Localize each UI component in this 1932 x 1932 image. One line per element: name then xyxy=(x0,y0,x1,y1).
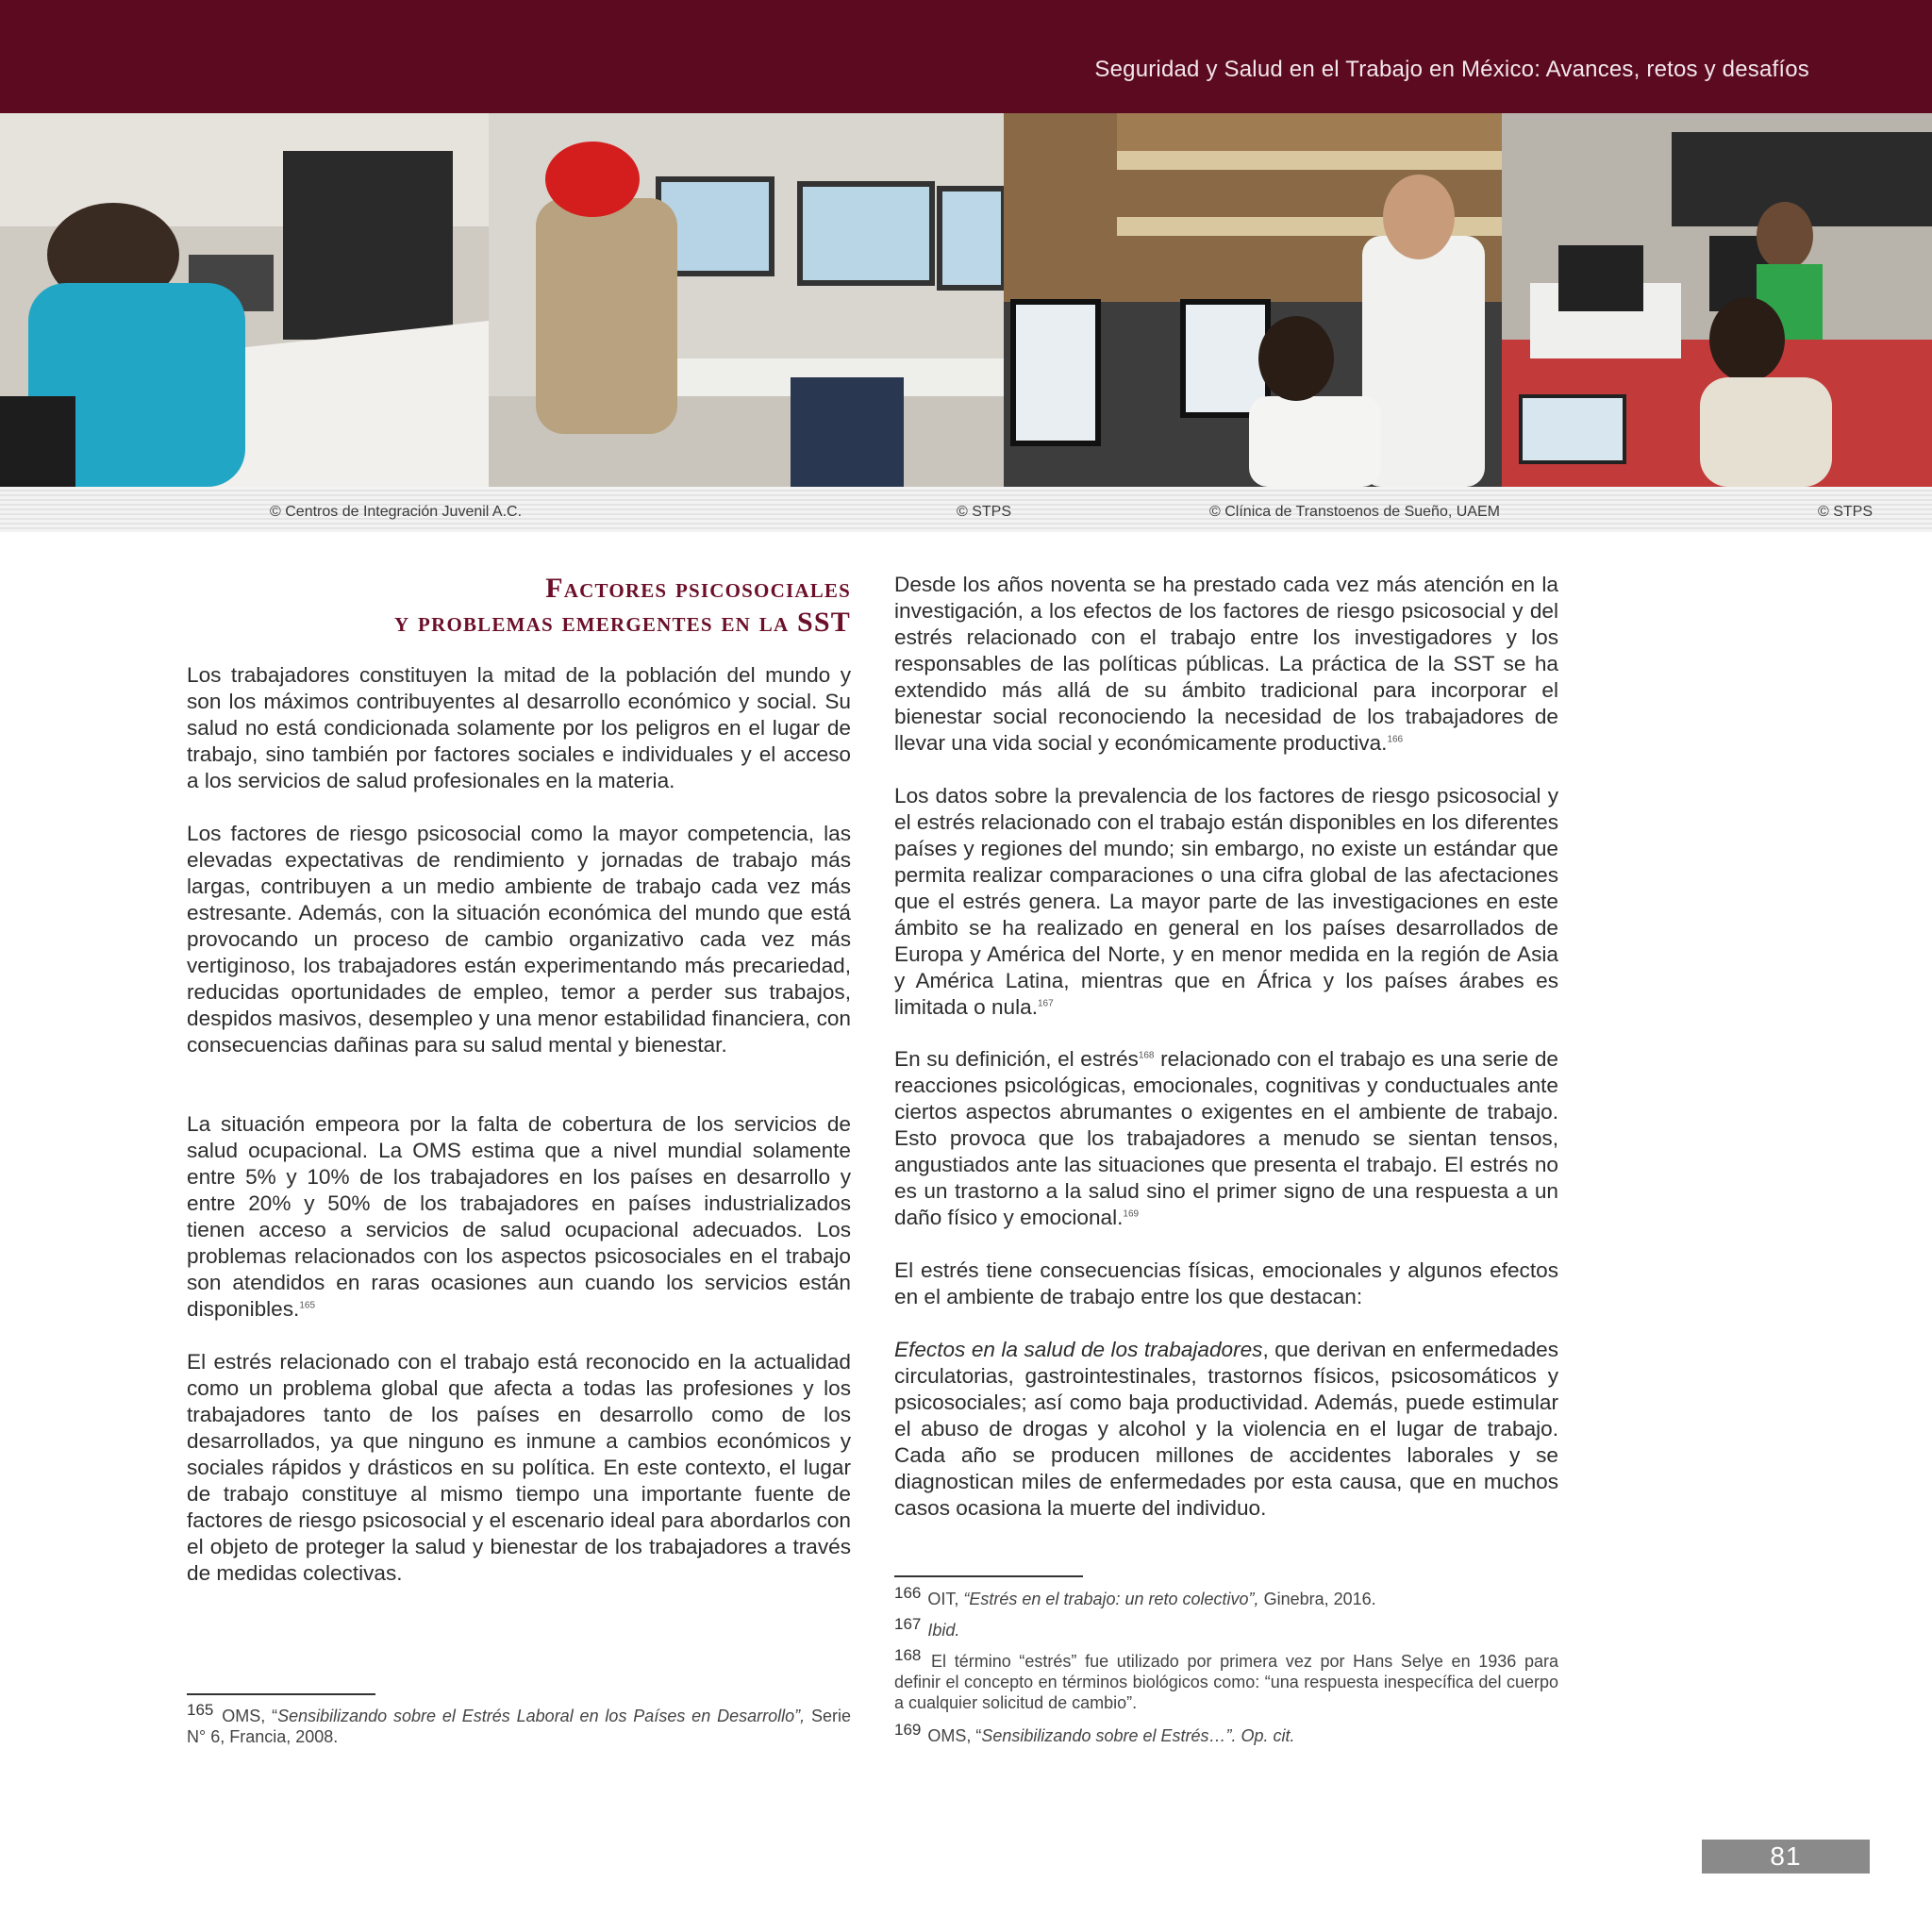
right-paragraph-5 xyxy=(894,1337,1558,1522)
footnote-ref-168: 168 xyxy=(1138,1050,1155,1061)
section-title-line2: y problemas emergentes en la SST xyxy=(393,607,851,638)
footnote-168-number: 168 xyxy=(894,1646,922,1664)
footnote-167-number: 167 xyxy=(894,1615,922,1633)
footnote-ref-169: 169 xyxy=(1123,1208,1140,1220)
footnote-165-title: Sensibilizando sobre el Estrés Laboral en los Países en Desarrollo”, xyxy=(277,1707,806,1725)
footnote-165-number: 165 xyxy=(187,1701,214,1719)
footnote-ref-167: 167 xyxy=(1037,998,1054,1009)
footnote-166-title: “Estrés en el trabajo: un reto colectivo”, xyxy=(963,1590,1259,1608)
photo-office-worker xyxy=(0,113,489,487)
footnote-169-title: Sensibilizando sobre el Estrés…”. Op. cit. xyxy=(981,1726,1295,1745)
footnote-167-text: Ibid. xyxy=(927,1621,960,1640)
photo-credit-strip xyxy=(0,487,1932,532)
photo-training-room xyxy=(1502,113,1932,487)
photo-sleep-clinic xyxy=(1004,113,1502,487)
photo-credit-4: © STPS xyxy=(1818,504,1874,520)
footnote-165 xyxy=(187,1701,851,1747)
left-paragraph-3-text: La situación empeora por la falta de cobertura de los servicios de salud ocupacional. La OMS estima que a nivel mundial solamente entre 5% y 10% de los trabajadores en los países en desarrollo y entre 20% y 50% de los trabajadores en países industrializados tienen acceso a servicios de salud ocupacional adecuados. Los problemas relacionados con los aspectos psicosociales en el trabajo son atendidos en raras ocasiones aun cuando los servicios están disponibles. xyxy=(187,1112,851,1321)
right-paragraph-4: El estrés tiene consecuencias físicas, emocionales y algunos efectos en el ambiente de trabajo entre los que destacan: xyxy=(894,1258,1558,1308)
right-paragraph-3-lead: En su definición, el estrés xyxy=(894,1047,1139,1071)
footnote-169 xyxy=(894,1721,1558,1746)
right-paragraph-2 xyxy=(894,783,1558,1021)
photo-strip xyxy=(0,113,1932,487)
right-paragraph-5-text: , que derivan en enfermedades circulatorias, gastrointestinales, trastornos físicos, psicosomáticos y psicosociales; así como baja productividad. Además, puede estimular el abuso de drogas y alcohol y la violencia en el lugar de trabajo. Cada año se producen millones de accidentes laborales y se diagnostican miles de enfermedades por esta causa, que en muchos casos ocasiona la muerte del individuo. xyxy=(894,1338,1558,1520)
header-band xyxy=(0,0,1932,113)
footnote-165-tail: Serie N° 6, Francia, 2008. xyxy=(187,1707,851,1746)
footnote-169-lead: OMS, “ xyxy=(927,1726,982,1745)
right-paragraph-1-text: Desde los años noventa se ha prestado cada vez más atención en la investigación, a los efectos de los factores de riesgo psicosocial y del estrés relacionado con el trabajo entre los investigadores y los responsables de las políticas públicas. La práctica de la SST se ha extendido más allá de su ámbito tradicional para incorporar el bienestar social reconociendo la necesidad de los trabajadores de llevar una vida social y económicamente productiva. xyxy=(894,573,1558,755)
right-paragraph-3-text: relacionado con el trabajo es una serie de reacciones psicológicas, emocionales, cognitivas y conductuales ante ciertos aspectos abrumantes o exigentes en el ambiente de trabajo. Esto provoca que los trabajadores a menudo se sientan tensos, angustiados ante las situaciones que presenta el trabajo. El estrés no es un trastorno a la salud sino el primer signo de una respuesta a un daño físico y emocional. xyxy=(894,1047,1558,1229)
photo-control-room xyxy=(489,113,1004,487)
footnote-ref-166: 166 xyxy=(1387,734,1404,745)
section-title xyxy=(394,572,851,640)
footnote-divider-left xyxy=(187,1693,375,1695)
footnote-168 xyxy=(894,1646,1558,1713)
photo-credit-1: © Centros de Integración Juvenil A.C. xyxy=(270,504,523,520)
left-paragraph-4: El estrés relacionado con el trabajo está reconocido en la actualidad como un problema global que afecta a todas las profesiones y los trabajadores tanto de los países en desarrollo como de los desarrollados, ya que ninguno es inmune a cambios económicos y sociales rápidos y drásticos en su política. En este contexto, el lugar de trabajo constituye al mismo tiempo una importante fuente de factores de riesgo psicosocial y el escenario ideal para abordarlos con el objeto de proteger la salud y bienestar de los trabajadores a través de medidas colectivas. xyxy=(187,1350,851,1585)
footnote-165-lead: OMS, “ xyxy=(222,1707,278,1725)
footnote-167 xyxy=(894,1615,1558,1641)
footnote-166-tail: Ginebra, 2016. xyxy=(1258,1590,1376,1608)
left-paragraph-2: Los factores de riesgo psicosocial como la mayor competencia, las elevadas expectativas de rendimiento y jornadas de trabajo más largas, contribuyen a un medio ambiente de trabajo cada vez más estresante. Además, con la situación económica del mundo que está provocando un proceso de cambio organizativo cada vez más vertiginoso, los trabajadores están experimentando más precariedad, reducidas oportunidades de empleo, temor a perder sus trabajos, despidos masivos, desempleo y una menor estabilidad financiera, con consecuencias dañinas para su salud mental y bienestar. xyxy=(187,822,851,1057)
left-paragraph-1: Los trabajadores constituyen la mitad de la población del mundo y son los máximos contribuyentes al desarrollo económico y social. Su salud no está condicionada solamente por los peligros en el lugar de trabajo, sino también por factores sociales e individuales y el acceso a los servicios de salud profesionales en la materia. xyxy=(187,663,851,792)
running-header-title: Seguridad y Salud en el Trabajo en México: Avances, retos y desafíos xyxy=(1094,57,1809,82)
footnote-166 xyxy=(894,1584,1558,1609)
right-paragraph-5-lead: Efectos en la salud de los trabajadores xyxy=(894,1338,1263,1361)
photo-credit-3: © Clínica de Transtoenos de Sueño, UAEM xyxy=(1209,504,1500,520)
section-title-line1: Factores psicosociales xyxy=(545,573,851,604)
page-number: 81 xyxy=(1702,1840,1870,1874)
footnote-divider-right xyxy=(894,1575,1083,1577)
footnote-166-lead: OIT, xyxy=(927,1590,964,1608)
right-paragraph-3 xyxy=(894,1046,1558,1231)
footnote-ref-165: 165 xyxy=(299,1300,316,1311)
right-paragraph-2-text: Los datos sobre la prevalencia de los factores de riesgo psicosocial y el estrés relacionado con el trabajo están disponibles en los diferentes países y regiones del mundo; sin embargo, no existe un estándar que permita realizar comparaciones o una cifra global de las afectaciones que el estrés genera. La mayor parte de las investigaciones en este ámbito se ha realizado en general en los países desarrollados de Europa y América del Norte, y en menor medida en la región de Asia y América Latina, mientras que en África y los países árabes es limitada o nula. xyxy=(894,784,1558,1019)
footnote-169-number: 169 xyxy=(894,1721,922,1739)
photo-credit-2: © STPS xyxy=(957,504,1012,520)
footnote-166-number: 166 xyxy=(894,1584,922,1602)
left-paragraph-3 xyxy=(187,1111,851,1323)
footnote-168-text: El término “estrés” fue utilizado por primera vez por Hans Selye en 1936 para definir el concepto en términos biológicos como: “una respuesta inespecífica del cuerpo a cualquier solicitud de cambio”. xyxy=(894,1652,1558,1712)
right-paragraph-1 xyxy=(894,572,1558,757)
